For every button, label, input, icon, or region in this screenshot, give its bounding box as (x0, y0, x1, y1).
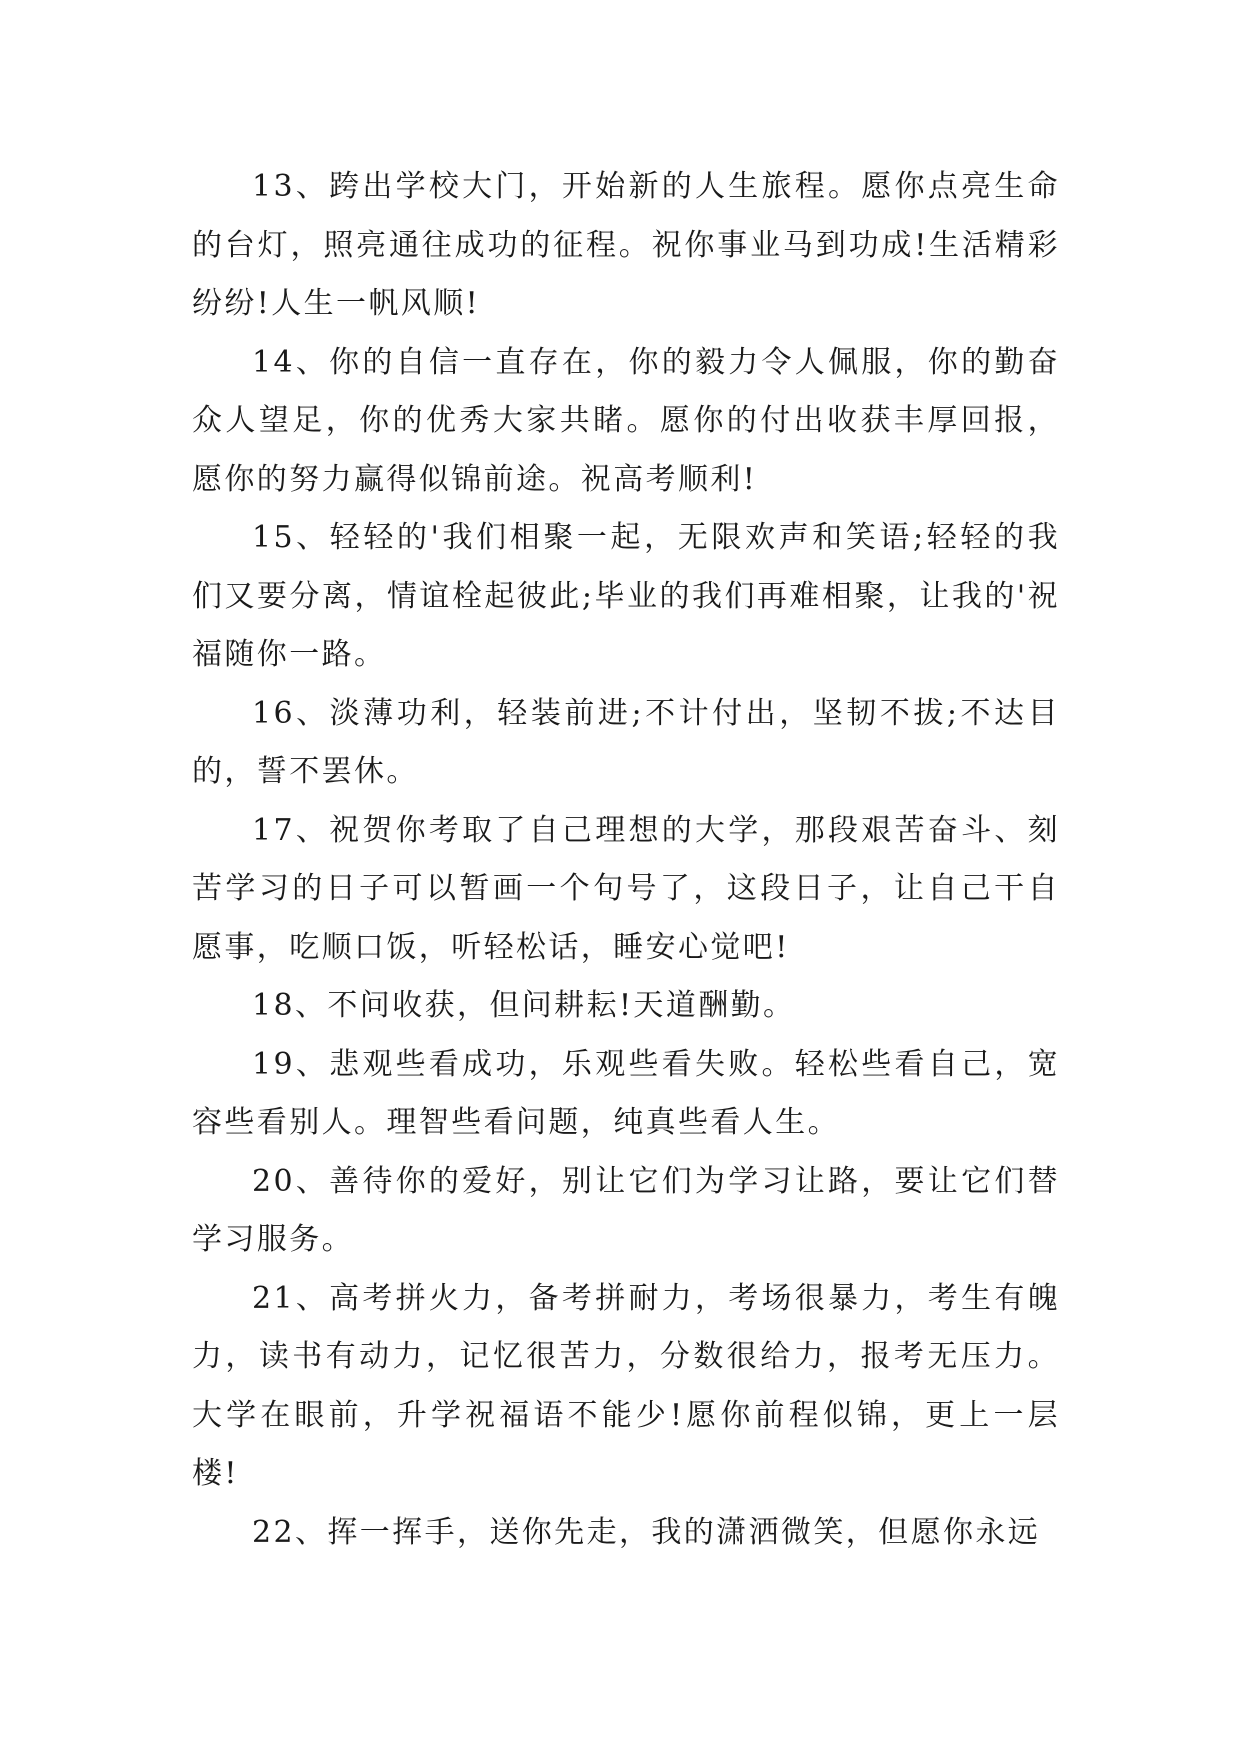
paragraph-14: 14、你的自信一直存在，你的毅力令人佩服，你的勤奋众人望足，你的优秀大家共睹。愿你的付出收获丰厚回报，愿你的努力赢得似锦前途。祝高考顺利! (192, 344, 1060, 497)
paragraph-13: 13、跨出学校大门，开始新的人生旅程。愿你点亮生命的台灯，照亮通往成功的征程。祝你事业马到功成!生活精彩纷纷!人生一帆风顺! (192, 169, 1060, 321)
paragraph-20: 20、善待你的爱好，别让它们为学习让路，要让它们替学习服务。 (192, 1163, 1060, 1257)
paragraph-17: 17、祝贺你考取了自己理想的大学，那段艰苦奋斗、刻苦学习的日子可以暂画一个句号了，这段日子，让自己干自愿事，吃顺口饭，听轻松话，睡安心觉吧! (192, 812, 1060, 965)
paragraph-22: 22、挥一挥手，送你先走，我的潇洒微笑，但愿你永远 (252, 1514, 1041, 1550)
paragraph-16: 16、淡薄功利，轻装前进;不计付出，坚韧不拔;不达目的，誓不罢休。 (192, 695, 1060, 789)
paragraph-19: 19、悲观些看成功，乐观些看失败。轻松些看自己，宽容些看别人。理智些看问题，纯真些看人生。 (192, 1046, 1060, 1140)
document-body (192, 158, 1060, 1562)
paragraph-21: 21、高考拼火力，备考拼耐力，考场很暴力，考生有魄力，读书有动力，记忆很苦力，分数很给力，报考无压力。大学在眼前，升学祝福语不能少!愿你前程似锦，更上一层楼! (192, 1280, 1060, 1491)
paragraph-18: 18、不问收获，但问耕耘!天道酬勤。 (252, 988, 796, 1023)
paragraph-15: 15、轻轻的'我们相聚一起，无限欢声和笑语;轻轻的我们又要分离，情谊栓起彼此;毕业的我们再难相聚，让我的'祝福随你一路。 (192, 520, 1060, 672)
